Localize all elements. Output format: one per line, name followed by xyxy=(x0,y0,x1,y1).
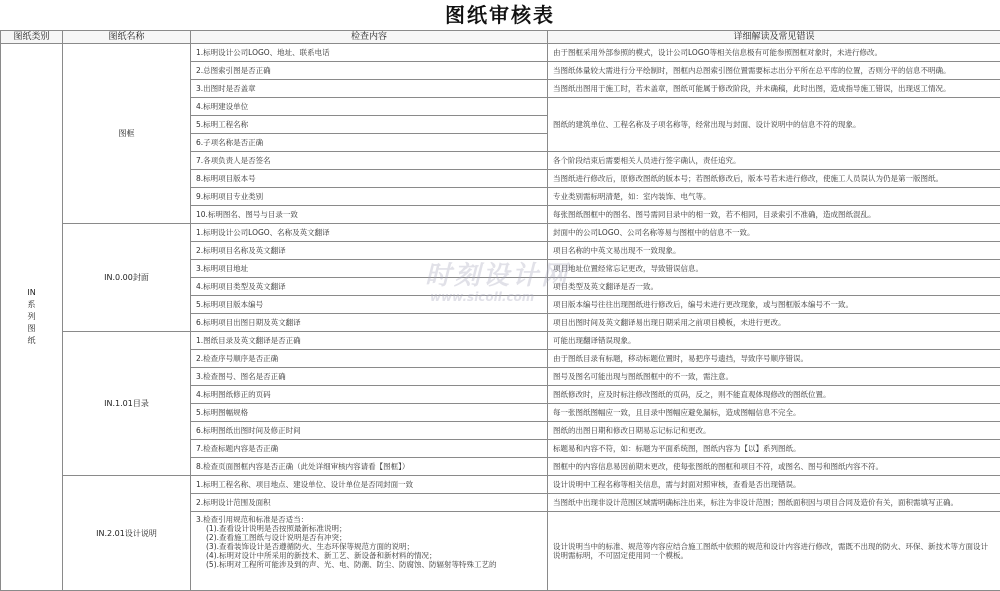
check-item: 6.标明项目出图日期及英文翻译 xyxy=(191,314,548,332)
table-header-row xyxy=(1,31,1000,44)
table-row xyxy=(1,332,1000,350)
check-item: 5.标明工程名称 xyxy=(191,116,548,134)
detail-cell: 每一张图纸图幅应一致，且目录中图幅应避免漏标，造成图幅信息不完全。 xyxy=(548,404,1000,422)
header-drawing-name: 图纸名称 xyxy=(63,31,191,44)
check-item xyxy=(191,512,548,591)
detail-cell: 当图纸体量较大需进行分平绘制时，图框内总图索引图位置需要标志出分平所在总平库的位置，否则分平的信息不明确。 xyxy=(548,62,1000,80)
detail-cell: 由于图框采用外部参照的模式，设计公司LOGO等相关信息极有可能参照图框对象时，未进行修改。 xyxy=(548,44,1000,62)
check-item: 6.子项名称是否正确 xyxy=(191,134,548,152)
detail-cell: 项目地址位置经常忘记更改，导致错误信息。 xyxy=(548,260,1000,278)
check-item: 1.标明设计公司LOGO、地址、联系电话 xyxy=(191,44,548,62)
drawing-name-cell: 图框 xyxy=(63,44,191,224)
check-item: 3.检查图号、图名是否正确 xyxy=(191,368,548,386)
detail-cell: 当图纸中出现非设计范围区域需明确标注出来，标注为非设计范围；图纸面积因与项目合同及造价有关，面积需填写正确。 xyxy=(548,494,1000,512)
table-row xyxy=(1,476,1000,494)
header-category: 图纸类别 xyxy=(1,31,63,44)
check-item: 1.标明设计公司LOGO、名称及英文翻译 xyxy=(191,224,548,242)
check-item: 5.标明图幅规格 xyxy=(191,404,548,422)
detail-cell: 图框中的内容信息易因前期未更改，使每张图纸的图框和项目不符，或图名、图号和图纸内容不符。 xyxy=(548,458,1000,476)
detail-cell: 项目名称的中英文易出现不一致现象。 xyxy=(548,242,1000,260)
drawing-name-cell: IN.2.01设计说明 xyxy=(63,476,191,591)
page-title: 图纸审核表 xyxy=(0,0,1000,30)
detail-cell: 设计说明当中的标准、规范等内容应结合施工图纸中依照的规范和设计内容进行修改，需既不出现的防火、环保、新技术等方面设计说明需标明，不可固定使用同一个模板。 xyxy=(548,512,1000,591)
detail-cell: 图号及图名可能出现与图纸图框中的不一致，需注意。 xyxy=(548,368,1000,386)
detail-cell: 可能出现翻译错误现象。 xyxy=(548,332,1000,350)
check-item: 2.检查序号顺序是否正确 xyxy=(191,350,548,368)
check-item: 10.标明图名、图号与目录一致 xyxy=(191,206,548,224)
detail-cell: 由于图纸目录有标题，移动标题位置时，易把序号遗挡，导致序号顺序错误。 xyxy=(548,350,1000,368)
check-item: 7.各项负责人是否签名 xyxy=(191,152,548,170)
watermark-text: 时刻设计网 xyxy=(425,255,570,292)
sub-item: (4).标明对设计中所采用的新技术、新工艺、新设备和新材料的情况； xyxy=(196,551,542,560)
sub-item: (3).查看装饰设计是否遵循防火、生态环保等规范方面的说明； xyxy=(196,542,542,551)
detail-cell: 各个阶段结束后需要相关人员进行签字确认，责任追究。 xyxy=(548,152,1000,170)
sub-item: (1).查看设计说明是否按照最新标准说明； xyxy=(196,524,542,533)
detail-cell: 当图纸出图用于施工时，若未盖章，图纸可能属于修改阶段，并未确稿，此时出图，造成指导施工错误，出现返工情况。 xyxy=(548,80,1000,98)
check-item: 2.总图索引图是否正确 xyxy=(191,62,548,80)
table-row xyxy=(1,44,1000,62)
check-item: 5.标明项目版本编号 xyxy=(191,296,548,314)
check-item: 3.标明项目地址 xyxy=(191,260,548,278)
check-item: 6.标明图纸出图时间及修正时间 xyxy=(191,422,548,440)
header-detail: 详细解读及常见错误 xyxy=(548,31,1000,44)
check-item: 7.检查标题内容是否正确 xyxy=(191,440,548,458)
detail-cell: 图纸修改时，应及时标注修改图纸的页码，反之，则不能直观体现修改的图纸位置。 xyxy=(548,386,1000,404)
detail-cell: 标题易和内容不符，如：标题为平面系统图，图纸内容为【以】系列图纸。 xyxy=(548,440,1000,458)
drawing-name-cell: IN.1.01目录 xyxy=(63,332,191,476)
detail-cell: 项目版本编号往往出现图纸进行修改后，编号未进行更改现象，或与图框版本编号不一致。 xyxy=(548,296,1000,314)
drawing-name-cell: IN.0.00封面 xyxy=(63,224,191,332)
watermark-url: www.sicoll.com xyxy=(430,290,534,304)
detail-cell: 当图纸进行修改后，原修改图纸的版本号；若图纸修改后，版本号若未进行修改，使施工人员误认为仍是第一版图纸。 xyxy=(548,170,1000,188)
check-item: 4.标明项目类型及英文翻译 xyxy=(191,278,548,296)
check-item: 8.标明项目版本号 xyxy=(191,170,548,188)
check-item: 9.标明项目专业类别 xyxy=(191,188,548,206)
detail-cell: 项目出图时间及英文翻译易出现日期采用之前项目模板，未进行更改。 xyxy=(548,314,1000,332)
check-item-title: 3.检查引用规范和标准是否适当： xyxy=(196,515,308,524)
detail-cell: 每张图纸图框中的图名、图号需同目录中的相一致，若不相同，目录索引不准确，造成图纸混乱。 xyxy=(548,206,1000,224)
check-item: 2.标明项目名称及英文翻译 xyxy=(191,242,548,260)
header-check-content: 检查内容 xyxy=(191,31,548,44)
check-item: 1.标明工程名称、项目地点、建设单位、设计单位是否同封面一致 xyxy=(191,476,548,494)
check-item: 8.检查页面图框内容是否正确（此处详细审核内容请看【图框】） xyxy=(191,458,548,476)
sub-item: (5).标明对工程所可能涉及到的声、光、电、防潮、防尘、防腐蚀、防辐射等特殊工艺的 xyxy=(196,560,542,569)
review-table xyxy=(0,30,1000,591)
check-item: 3.出图时是否盖章 xyxy=(191,80,548,98)
check-item: 2.标明设计范围及面积 xyxy=(191,494,548,512)
check-item: 4.标明图纸修正的页码 xyxy=(191,386,548,404)
table-row xyxy=(1,224,1000,242)
detail-cell: 图纸的出图日期和修改日期易忘记标记和更改。 xyxy=(548,422,1000,440)
check-item: 1.图纸目录及英文翻译是否正确 xyxy=(191,332,548,350)
category-cell: IN系列图纸 xyxy=(1,44,63,591)
detail-cell: 项目类型及英文翻译是否一致。 xyxy=(548,278,1000,296)
detail-cell: 封面中的公司LOGO、公司名称等易与图框中的信息不一致。 xyxy=(548,224,1000,242)
sub-item: (2).查看施工图纸与设计说明是否有冲突； xyxy=(196,533,542,542)
detail-cell: 图纸的建筑单位、工程名称及子项名称等，经常出现与封面、设计说明中的信息不符的现象。 xyxy=(548,98,1000,152)
detail-cell: 专业类别需标明清楚，如：室内装饰、电气等。 xyxy=(548,188,1000,206)
check-item: 4.标明建设单位 xyxy=(191,98,548,116)
detail-cell: 设计说明中工程名称等相关信息，需与封面对照审核，查看是否出现错误。 xyxy=(548,476,1000,494)
